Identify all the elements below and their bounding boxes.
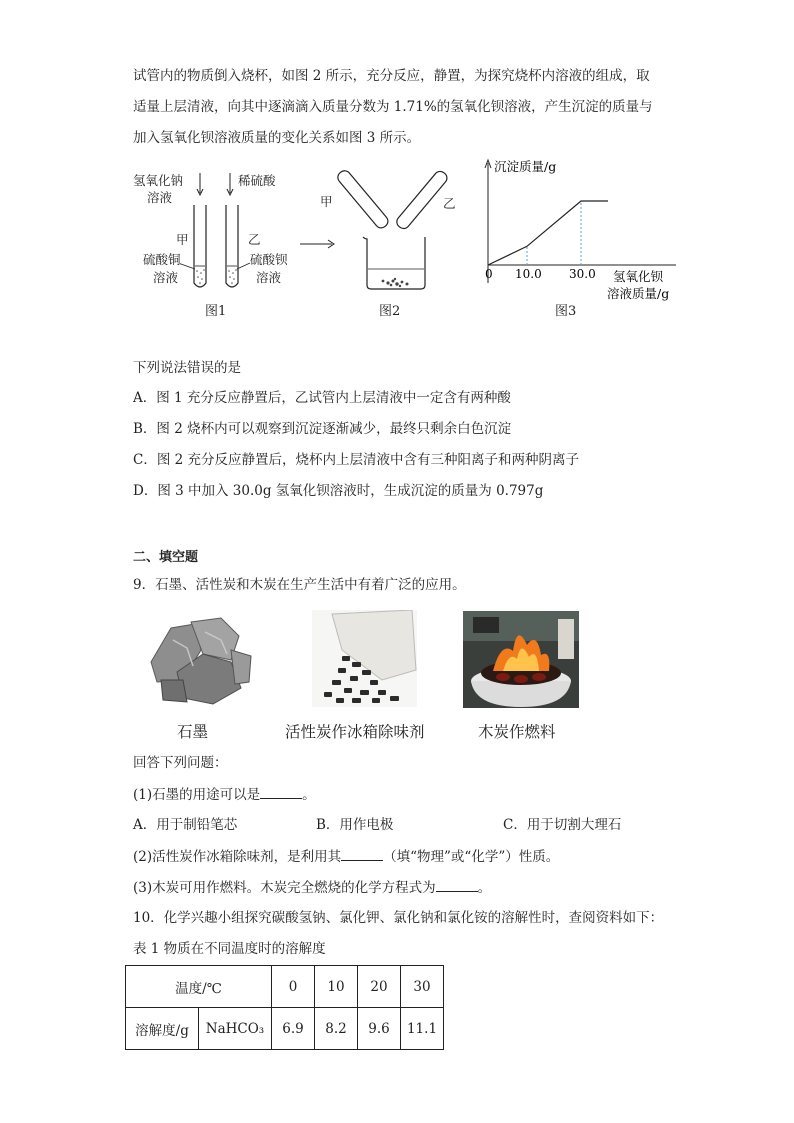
solubility-header-cell: 溶解度/g <box>126 1008 199 1050</box>
intro-line-3: 加入氢氧化钡溶液质量的变化关系如图 3 所示。 <box>133 130 421 146</box>
q9-part-2-text-b: （填“物理”或“化学”）性质。 <box>383 849 560 865</box>
q9-part-1 <box>133 784 316 805</box>
answer-blank-3[interactable] <box>436 877 478 892</box>
option-a: A．图 1 充分反应静置后，乙试管内上层清液中一定含有两种酸 <box>133 390 511 406</box>
origin-label: 0 <box>485 267 493 281</box>
fig1-reagent-right: 稀硫酸 <box>238 173 276 188</box>
fig1-sol-right-1: 硫酸钡 <box>250 252 288 267</box>
value-cell: 9.6 <box>358 1008 401 1050</box>
section-heading: 二、填空题 <box>133 550 199 565</box>
photo-caption-charcoal: 木炭作燃料 <box>478 723 556 741</box>
answer-intro: 回答下列问题： <box>133 755 228 771</box>
fig1-drawing <box>180 165 320 305</box>
photo-caption-activated-carbon: 活性炭作冰箱除味剂 <box>285 723 425 741</box>
fig2-drawing <box>325 165 455 295</box>
solubility-table <box>125 965 444 1050</box>
temp-header-cell: 温度/℃ <box>126 966 272 1008</box>
question-stem: 下列说法错误的是 <box>133 360 241 376</box>
charcoal-fuel-photo <box>463 611 579 708</box>
q10-stem: 10．化学兴趣小组探究碳酸氢钠、氯化钾、氯化钠和氯化铵的溶解性时，查阅资料如下： <box>133 910 664 926</box>
temp-cell: 20 <box>358 966 401 1008</box>
q9-stem: 9．石墨、活性炭和木炭在生产生活中有着广泛的应用。 <box>133 577 466 593</box>
temp-cell: 30 <box>401 966 444 1008</box>
fig1-sol-left-2: 溶液 <box>153 270 179 285</box>
fig1-sol-right-2: 溶液 <box>256 270 282 285</box>
value-cell: 11.1 <box>401 1008 444 1050</box>
fig1-sol-left-1: 硫酸铜 <box>143 252 181 267</box>
table-caption: 表 1 物质在不同温度时的溶解度 <box>133 941 326 957</box>
option-d: D．图 3 中加入 30.0g 氢氧化钡溶液时，生成沉淀的质量为 0.797g <box>133 483 544 499</box>
fig1-tube-b-label: 乙 <box>248 232 261 247</box>
fig1-reagent-left-2: 溶液 <box>147 190 173 205</box>
q9-part-1-end: 。 <box>302 787 316 803</box>
y-axis-label: 沉淀质量/g <box>494 159 557 174</box>
table-row <box>126 1008 444 1050</box>
q9-option-a: A．用于制铅笔芯 <box>133 817 238 833</box>
series-line <box>488 201 608 265</box>
q9-part-2-text-a: (2)活性炭作冰箱除味剂，是利用其 <box>133 849 342 865</box>
table-row <box>126 966 444 1008</box>
q9-part-2 <box>133 846 559 867</box>
q9-part-3 <box>133 877 491 898</box>
fig3-caption: 图3 <box>555 304 577 319</box>
x-axis-label-2: 溶液质量/g <box>607 286 670 301</box>
q9-part-1-text: (1)石墨的用途可以是 <box>133 787 261 803</box>
q9-option-b: B．用作电极 <box>316 817 394 833</box>
graphite-photo <box>143 610 255 710</box>
fig3-chart <box>476 155 686 305</box>
q9-part-3-text: (3)木炭可用作燃料。木炭完全燃烧的化学方程式为 <box>133 880 436 896</box>
intro-line-2: 适量上层清液，向其中逐滴滴入质量分数为 1.71%的氢氧化钡溶液，产生沉淀的质量与 <box>133 99 653 115</box>
q9-part-3-end: 。 <box>477 880 492 896</box>
temp-cell: 0 <box>272 966 315 1008</box>
temp-cell: 10 <box>315 966 358 1008</box>
option-c: C．图 2 充分反应静置后，烧杯内上层清液中含有三种阳离子和两种阴离子 <box>133 452 580 468</box>
x-tick-label: 10.0 <box>515 267 542 281</box>
option-b: B．图 2 烧杯内可以观察到沉淀逐渐减少，最终只剩余白色沉淀 <box>133 421 512 437</box>
activated-carbon-photo <box>312 610 417 707</box>
fig1-tube-a-label: 甲 <box>176 232 189 247</box>
value-cell: 8.2 <box>315 1008 358 1050</box>
fig2-tube-a-label: 甲 <box>320 194 333 209</box>
x-axis-label-1: 氢氧化钡 <box>613 269 664 284</box>
fig2-tube-b-label: 乙 <box>443 196 456 211</box>
fig1-reagent-left-1: 氢氧化钠 <box>133 173 184 188</box>
answer-blank-1[interactable] <box>260 784 302 799</box>
fig1-caption: 图1 <box>205 304 227 319</box>
fig2-caption: 图2 <box>379 304 401 319</box>
photo-caption-graphite: 石墨 <box>177 723 209 741</box>
answer-blank-2[interactable] <box>341 846 383 861</box>
value-cell: 6.9 <box>272 1008 315 1050</box>
intro-line-1: 试管内的物质倒入烧杯，如图 2 所示，充分反应，静置，为探究烧杯内溶液的组成，取 <box>133 68 650 84</box>
q9-option-c: C．用于切割大理石 <box>503 817 622 833</box>
x-tick-label: 30.0 <box>569 267 596 281</box>
substance-cell: NaHCO₃ <box>199 1008 272 1050</box>
